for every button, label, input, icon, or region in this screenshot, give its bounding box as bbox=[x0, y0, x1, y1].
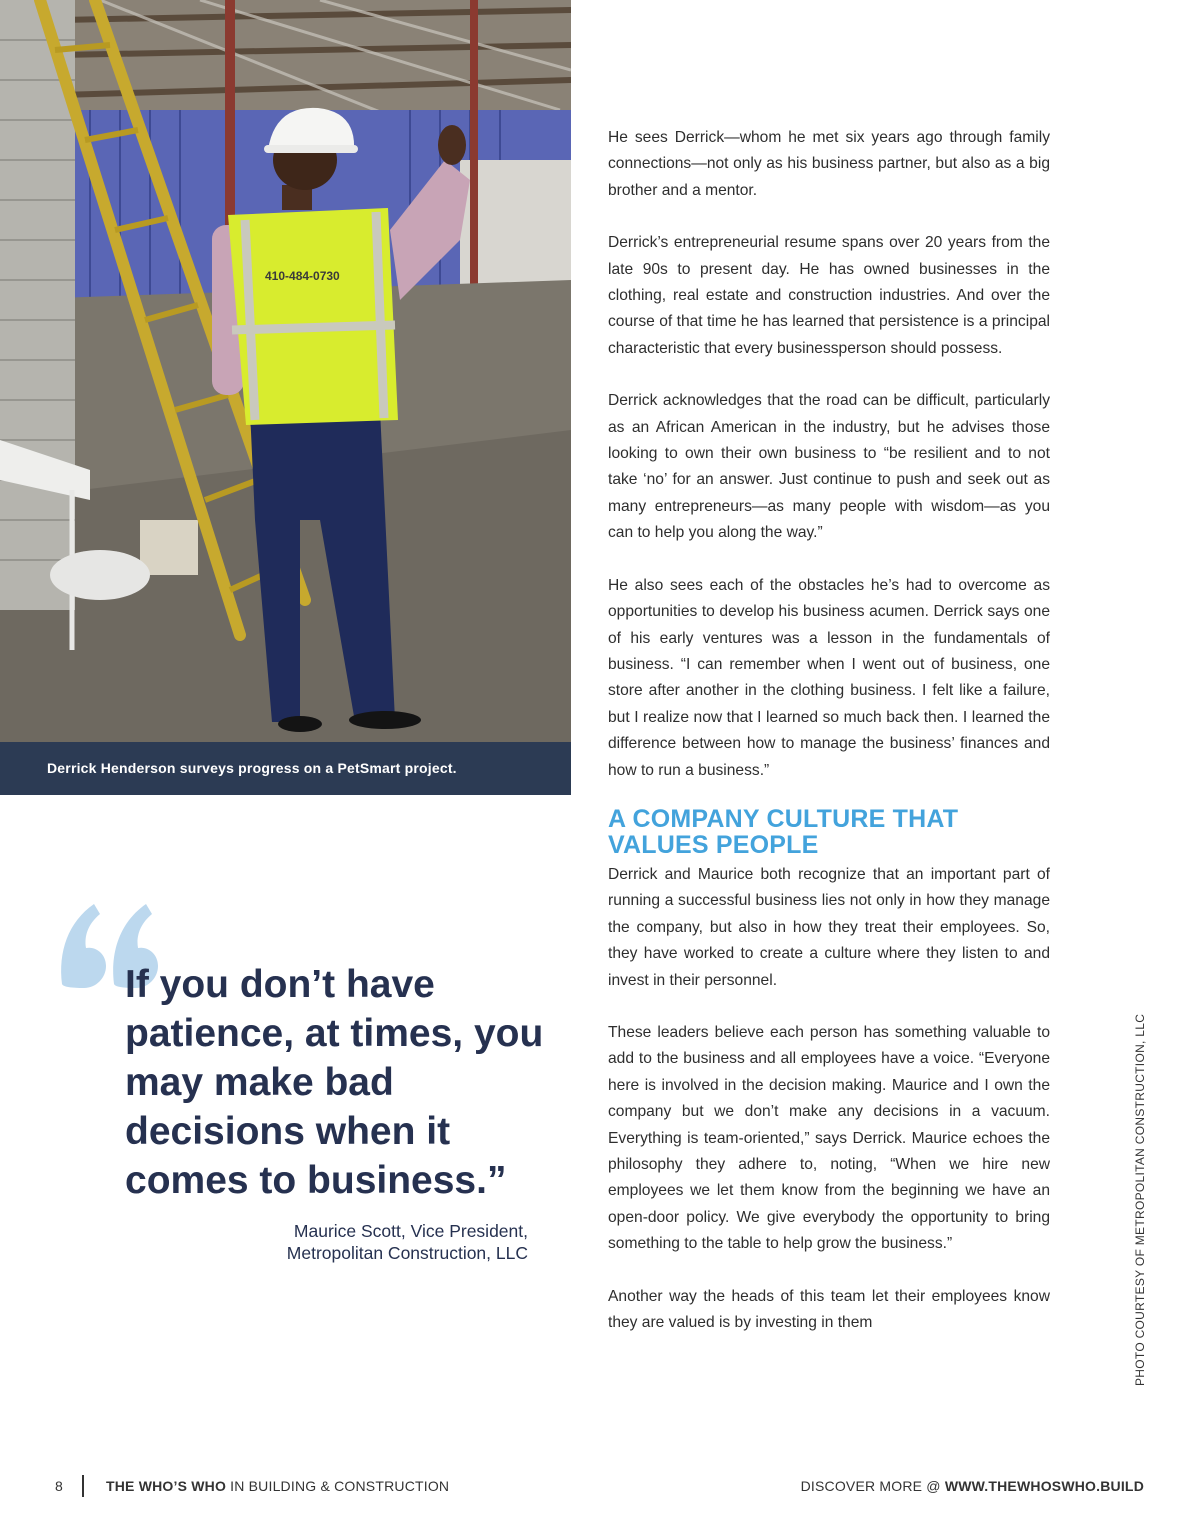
page-number: 8 bbox=[55, 1478, 63, 1494]
article-column bbox=[608, 125, 1050, 1336]
vest-phone-text: 410-484-0730 bbox=[265, 269, 340, 283]
article-paragraph: Derrick’s entrepreneurial resume spans over 20 years from the late 90s to present day. He has owned businesses in the clothing, real estate and construction industries. And over the course of that time he has learned that persistence is a principal characteristic that every businessperson should possess. bbox=[608, 234, 1050, 357]
publication-name-bold: THE WHO’S WHO bbox=[106, 1478, 227, 1494]
construction-site-illustration bbox=[0, 0, 571, 795]
attribution-line: Metropolitan Construction, LLC bbox=[286, 1243, 528, 1263]
website-link[interactable]: WWW.THEWHOSWHO.BUILD bbox=[944, 1478, 1144, 1494]
pull-quote-text: If you don’t have patience, at times, you may make bad decisions when it comes to business.” bbox=[125, 963, 544, 1202]
photo-credit: PHOTO COURTESY OF METROPOLITAN CONSTRUCTION, LLC bbox=[1133, 1013, 1147, 1386]
footer-divider bbox=[82, 1475, 84, 1497]
article-paragraph: He sees Derrick—whom he met six years ago through family connections—not only as his business partner, but also as a big brother and a mentor. bbox=[608, 129, 1050, 199]
publication-name-rest: IN BUILDING & CONSTRUCTION bbox=[226, 1478, 450, 1494]
photo-caption: Derrick Henderson surveys progress on a PetSmart project. bbox=[0, 742, 571, 795]
pull-quote-attribution bbox=[287, 1220, 528, 1264]
article-paragraph: He also sees each of the obstacles he’s had to overcome as opportunities to develop his business acumen. Derrick says one of his early ventures was a lesson in the fundamentals of business. “I can remember when I went out of business, one store after another in the clothing business. I felt like a failure, but I realize now that I learned so much back then. I learned the difference between how to manage the business’ finances and how to run a business.” bbox=[608, 576, 1050, 779]
section-heading: A COMPANY CULTURE THAT VALUES PEOPLE bbox=[608, 804, 959, 859]
discover-prefix: DISCOVER MORE @ bbox=[800, 1478, 945, 1494]
attribution-line: Maurice Scott, Vice President, bbox=[293, 1221, 528, 1241]
article-paragraph: Derrick and Maurice both recognize that an important part of running a successful business lies not only in how they manage the company, but also in how they treat their employees. So, they have worked to create a culture where they listen to and invest in their personnel. bbox=[608, 865, 1050, 989]
discover-more bbox=[801, 1478, 1144, 1494]
publication-name bbox=[106, 1478, 449, 1494]
feature-photo bbox=[0, 0, 571, 795]
article-paragraph: Another way the heads of this team let their employees know they are valued is by investing in them bbox=[608, 1287, 1050, 1332]
article-paragraph: Derrick acknowledges that the road can be difficult, particularly as an African American in the industry, but he advises those looking to own their own business to “be resilient and to not take ‘no’ for an answer. Just continue to push and seek out as many entrepreneurs—as many people with wisdom—as you can to help you along the way.” bbox=[608, 392, 1050, 542]
article-paragraph: These leaders believe each person has something valuable to add to the business and all employees have a voice. “Everyone here is involved in the decision making. Maurice and I own the company but we don’t make any decisions in a vacuum. Everything is team-oriented,” says Derrick. Maurice echoes the philosophy they adhere to, noting, “When we hire new employees we let them know from the beginning we have an open-door policy. We give everybody the opportunity to bring something to the table to help grow the business.” bbox=[608, 1023, 1050, 1253]
page-footer bbox=[0, 1470, 1200, 1502]
